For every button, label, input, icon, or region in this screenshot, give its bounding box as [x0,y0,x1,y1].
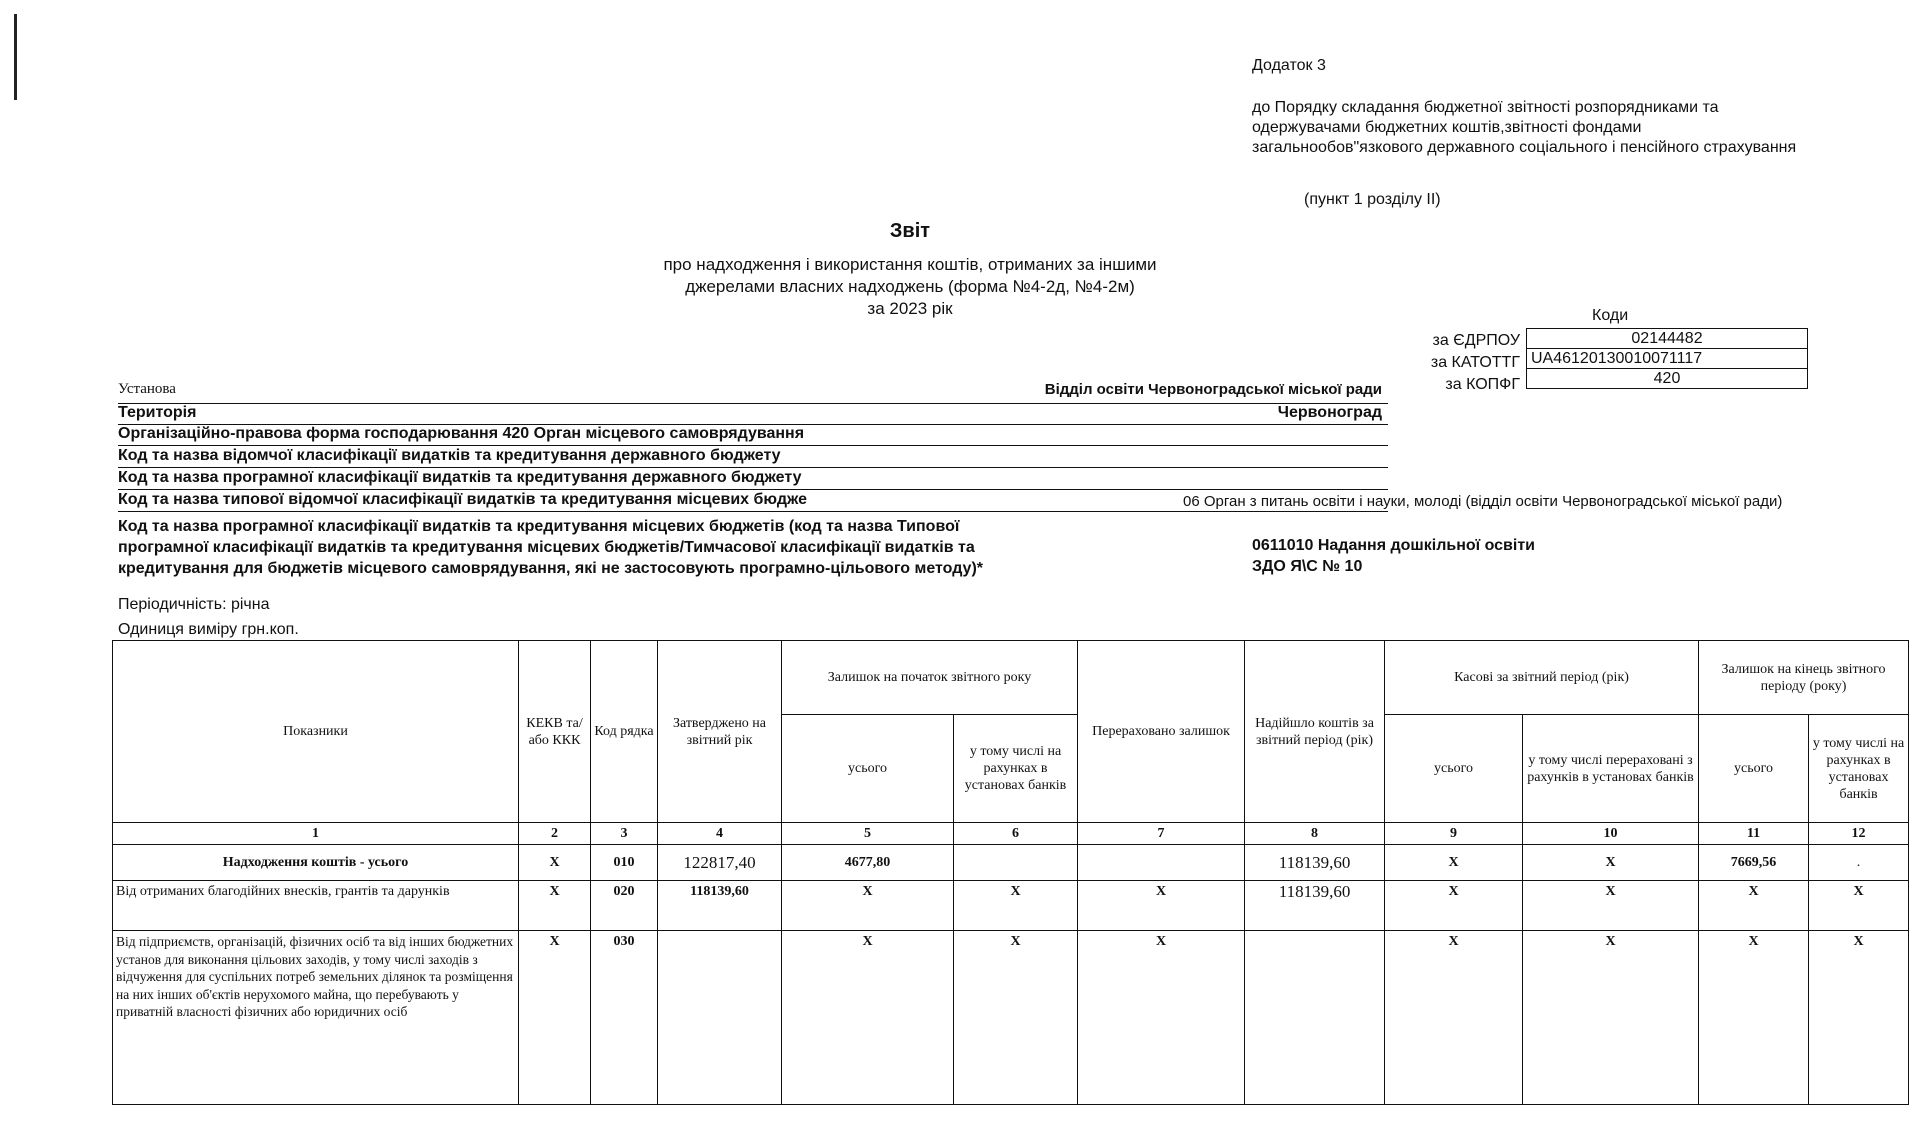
row-approved: 118139,60 [658,881,782,931]
scan-mark [14,14,17,100]
dept-class-state-row [118,447,1388,468]
institution-name: Відділ освіти Червоноградської міської ради [1044,381,1382,398]
header-start-balance: Залишок на початок звітного року [782,641,1078,715]
row-transferred: X [1078,931,1245,1105]
header-received: Надійшло коштів за звітний період (рік) [1245,641,1385,823]
col-number: 11 [1699,823,1809,845]
local-prog-value-line1: 0611010 Надання дошкільної освіти [1252,537,1535,554]
table-row [113,881,1909,931]
col-number: 6 [954,823,1078,845]
row-code: 010 [591,845,658,881]
table-header-row [113,641,1909,715]
header-indicators: Показники [113,641,519,823]
row-end-total: 7669,56 [1699,845,1809,881]
territory-name: Червоноград [1277,404,1382,421]
subtitle-line: джерелами власних надходжень (форма №4-2д, №4-2м) [685,277,1135,296]
col-number: 10 [1523,823,1699,845]
header-cash-banks: у тому числі перераховані з рахунків в установах банків [1523,715,1699,823]
local-prog-value-line2: ЗДО Я\С № 10 [1252,558,1363,575]
order-line: до Порядку складання бюджетної звітності розпорядниками та [1252,99,1719,116]
row-kekv: X [519,881,591,931]
subtitle-line: за 2023 рік [867,299,953,318]
row-transferred [1078,845,1245,881]
header-end-balance: Залишок на кінець звітного періоду (року) [1699,641,1909,715]
row-received: 118139,60 [1245,845,1385,881]
unit-of-measure: Одиниця виміру грн.коп. [118,621,299,638]
order-line: загальнообов"язкового державного соціального і пенсійного страхування [1252,139,1797,156]
header-approved: Затверджено на звітний рік [658,641,782,823]
prog-class-state-row [118,469,1388,490]
col-number: 9 [1385,823,1523,845]
row-transferred: X [1078,881,1245,931]
report-table [112,640,1909,1105]
table-row [113,845,1909,881]
report-subtitle [520,254,1300,320]
institution-label: Установа [118,381,176,397]
header-cash: Касові за звітний період (рік) [1385,641,1699,715]
header-end-banks: у тому числі на рахунках в установах банків [1809,715,1909,823]
katottg-value: UA46120130010071117 [1527,349,1808,369]
row-code: 020 [591,881,658,931]
row-start-total: X [782,931,954,1105]
col-number: 3 [591,823,658,845]
territory-label: Територія [118,404,197,421]
appendix-label: Додаток 3 [1252,57,1326,74]
periodicity: Періодичність: річна [118,596,270,613]
row-received [1245,931,1385,1105]
row-end-total: X [1699,931,1809,1105]
header-start-banks: у тому числі на рахунках в установах банків [954,715,1078,823]
typical-dept-label: Код та назва типової відомчої класифікації видатків та кредитування місцевих бюдже [118,491,808,508]
local-prog-line: кредитування для бюджетів місцевого самоврядування, які не застосовують програмно-цільового методу)* [118,560,983,577]
row-cash-banks: X [1523,881,1699,931]
col-number: 7 [1078,823,1245,845]
subtitle-line: про надходження і використання коштів, отриманих за іншими [663,255,1157,274]
institution-row [118,380,1388,400]
col-number: 2 [519,823,591,845]
kopfg-value: 420 [1527,369,1808,389]
table-row [113,931,1909,1105]
typical-dept-value: 06 Орган з питань освіти і науки, молоді (відділ освіти Червоноградської міської ради) [1183,493,1783,510]
row-cash-total: X [1385,845,1523,881]
col-number: 5 [782,823,954,845]
prog-class-state: Код та назва програмної класифікації видатків та кредитування державного бюджету [118,469,802,486]
row-received: 118139,60 [1245,881,1385,931]
column-numbers-row [113,823,1909,845]
codes-table [1526,328,1808,389]
row-start-total: X [782,881,954,931]
row-cash-total: X [1385,931,1523,1105]
col-number: 1 [113,823,519,845]
kopfg-label: за КОПФГ [1445,376,1520,393]
header-row-code: Код рядка [591,641,658,823]
legal-form: Організаційно-правова форма господарювання 420 Орган місцевого самоврядування [118,425,805,442]
row-name: Надходження коштів - усього [113,845,519,881]
header-end-total: усього [1699,715,1809,823]
row-approved: 122817,40 [658,845,782,881]
row-kekv: X [519,931,591,1105]
row-kekv: X [519,845,591,881]
edrpou-label: за ЄДРПОУ [1432,332,1520,349]
row-cash-banks: X [1523,845,1699,881]
row-end-banks: X [1809,881,1909,931]
row-start-total: 4677,80 [782,845,954,881]
row-approved [658,931,782,1105]
edrpou-value: 02144482 [1527,329,1808,349]
col-number: 4 [658,823,782,845]
order-line: одержувачами бюджетних коштів,звітності фондами [1252,119,1642,136]
order-reference [1252,98,1912,158]
row-name: Від отриманих благодійних внесків, грантів та дарунків [113,881,519,931]
row-code: 030 [591,931,658,1105]
header-kekv: КЕКВ та/або ККК [519,641,591,823]
header-cash-total: усього [1385,715,1523,823]
row-start-banks: X [954,881,1078,931]
row-end-banks: X [1809,931,1909,1105]
local-prog-value [1252,535,1535,577]
row-start-banks [954,845,1078,881]
header-transferred: Перераховано залишок [1078,641,1245,823]
row-cash-banks: X [1523,931,1699,1105]
codes-heading: Коди [1592,307,1629,324]
clause-label: (пункт 1 розділу ІІ) [1304,191,1441,208]
legal-form-row [118,425,1388,446]
local-prog-label [118,516,1218,579]
local-prog-line: програмної класифікації видатків та кредитування місцевих бюджетів/Тимчасової класифікації видатків та [118,539,975,556]
header-start-total: усього [782,715,954,823]
report-title: Звіт [889,220,931,242]
katottg-label: за КАТОТТГ [1430,354,1520,371]
dept-class-state: Код та назва відомчої класифікації видатків та кредитування державного бюджету [118,447,781,464]
row-end-banks: . [1809,845,1909,881]
row-cash-total: X [1385,881,1523,931]
col-number: 12 [1809,823,1909,845]
row-name: Від підприємств, організацій, фізичних осіб та від інших бюджетних установ для виконання цільових заходів, у тому числі заходів з відчуження для суспільних потреб земельних ділянок та розміщення на них інших об'єктів нерухомого майна, що перебувають у приватній власності фізичних або юридичних осіб [113,931,519,1105]
row-start-banks: X [954,931,1078,1105]
territory-row [118,403,1388,425]
row-end-total: X [1699,881,1809,931]
local-prog-line: Код та назва програмної класифікації видатків та кредитування місцевих бюджетів (код та назва Типової [118,518,960,535]
col-number: 8 [1245,823,1385,845]
